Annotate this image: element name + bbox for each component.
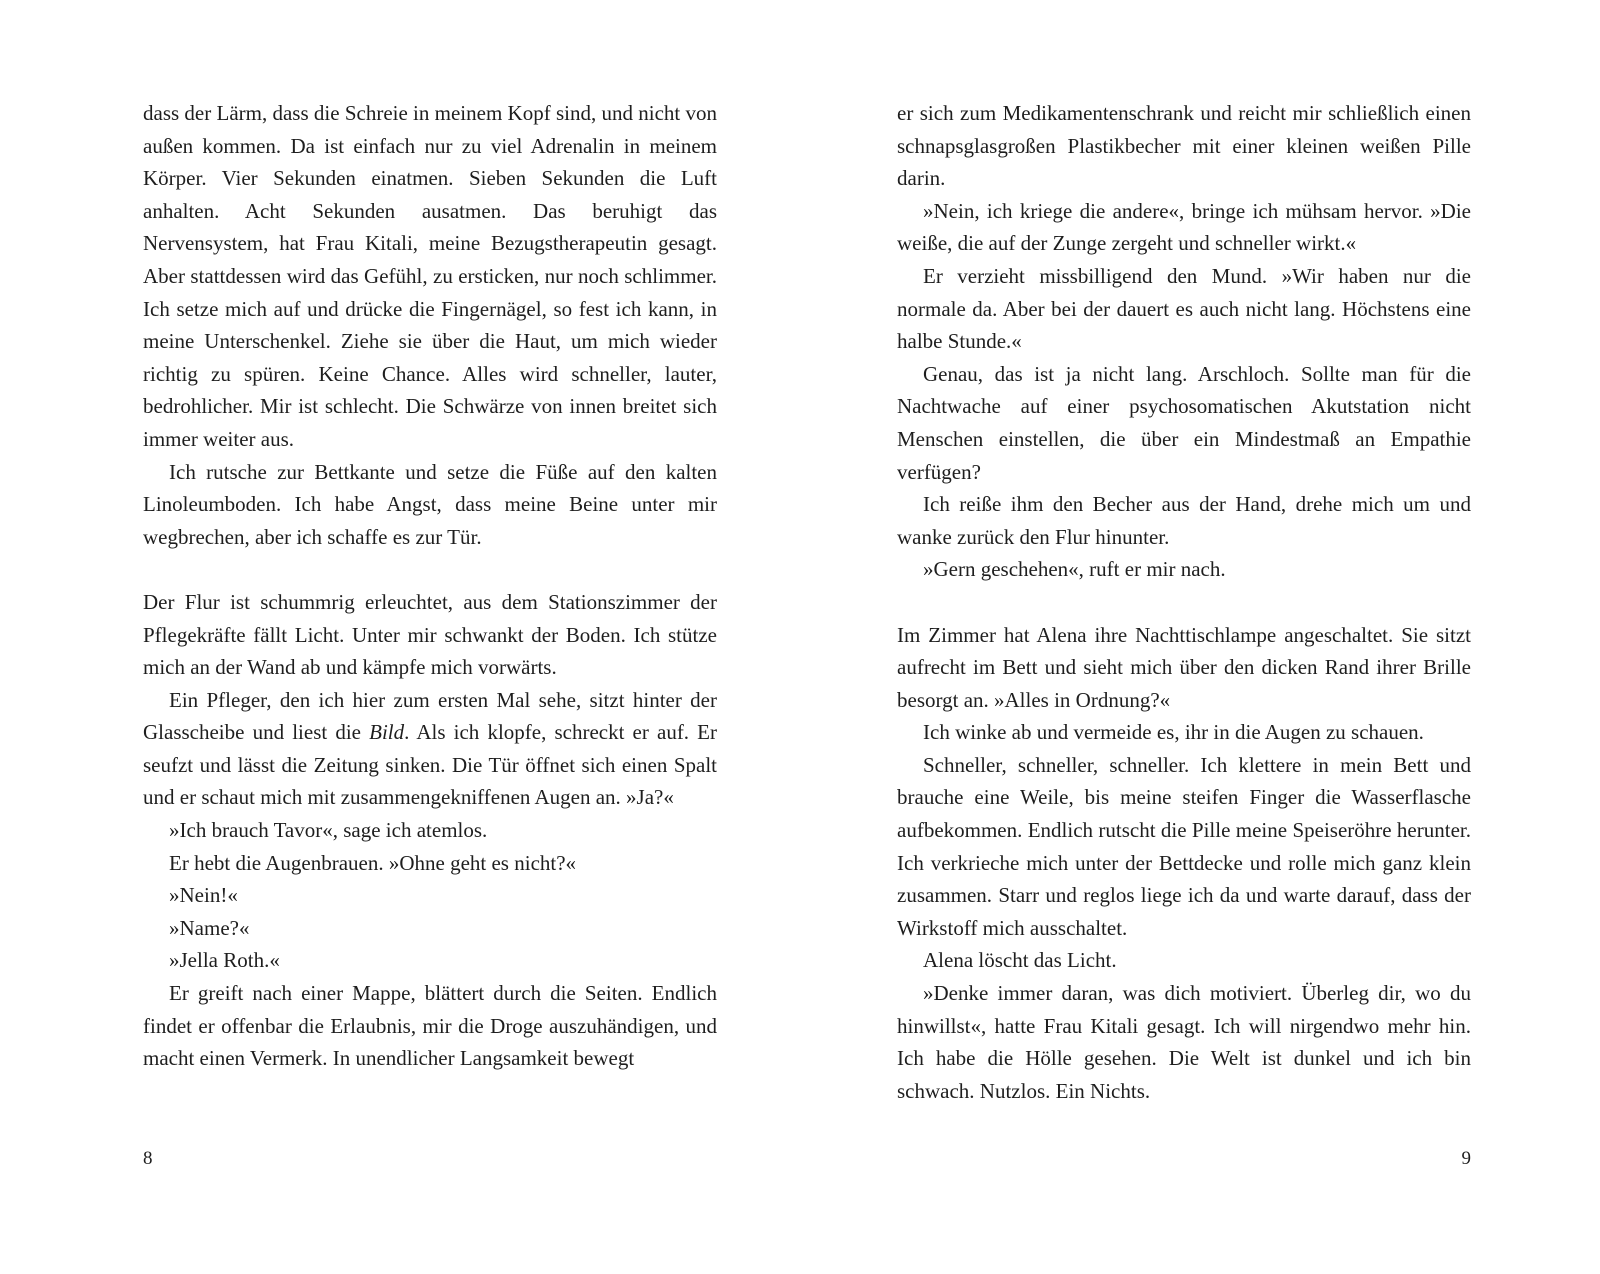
right-page-body: [897, 97, 1471, 1107]
paragraph: Ich rutsche zur Bettkante und setze die Füße auf den kalten Linoleumboden. Ich habe Angst, dass meine Beine unter mir wegbrechen, aber ich schaffe es zur Tür.: [143, 459, 717, 549]
paragraph: »Name?«: [169, 915, 250, 940]
paragraph: Ich reiße ihm den Becher aus der Hand, drehe mich um und wanke zurück den Flur hinunter.: [897, 492, 1471, 549]
left-page-body: [143, 97, 717, 1075]
paragraph: Er verzieht missbilligend den Mund. »Wir haben nur die normale da. Aber bei der dauert es auch nicht lang. Höchstens eine halbe Stunde.«: [897, 263, 1471, 354]
paragraph: Ich winke ab und vermeide es, ihr in die Augen zu schauen.: [923, 720, 1424, 745]
paragraph-text: Ein Pfleger, den ich hier zum ersten Mal sehe, sitzt hinter der Glasscheibe und liest die: [143, 687, 717, 745]
paragraph: Er hebt die Augenbrauen. »Ohne geht es nicht?«: [169, 850, 577, 875]
left-page-number: 8: [143, 1148, 153, 1169]
paragraph: »Nein!«: [169, 883, 238, 908]
paragraph: »Nein, ich kriege die andere«, bringe ich mühsam hervor. »Die weiße, die auf der Zunge zergeht und schneller wirkt.«: [897, 198, 1471, 256]
paragraph: Genau, das ist ja nicht lang. Arschloch. Sollte man für die Nachtwache auf einer psychosomatischen Akutstation nicht Menschen einstellen, die über ein Mindestmaß an Empathie verfügen?: [897, 361, 1471, 484]
paragraph: Schneller, schneller, schneller. Ich klettere in mein Bett und brauche eine Weile, bis meine steifen Finger die Wasserflasche aufbekommen. Endlich rutscht die Pille meine Speiseröhre herunter. Ich verkrieche mich unter der Bettdecke und rolle mich ganz klein zusammen. Starr und reglos liege ich da und warte darauf, dass der Wirkstoff mich ausschaltet.: [897, 752, 1471, 940]
paragraph: dass der Lärm, dass die Schreie in meinem Kopf sind, und nicht von außen kommen. Da ist einfach nur zu viel Adrenalin in meinem Körper. Vier Sekunden einatmen. Sieben Sekunden die Luft anhalten. Acht Sekunden ausatmen. Das beruhigt das Nervensystem, hat Frau Kitali, meine Bezugstherapeutin gesagt. Aber stattdessen wird das Gefühl, zu ersticken, nur noch schlimmer. Ich setze mich auf und drücke die Fingernägel, so fest ich kann, in meine Unterschenkel. Ziehe sie über die Haut, um mich wieder richtig zu spüren. Keine Chance. Alles wird schneller, lauter, bedrohlicher. Mir ist schlecht. Die Schwärze von innen breitet sich immer weiter aus.: [143, 101, 717, 451]
paragraph: Der Flur ist schummrig erleuchtet, aus dem Stationszimmer der Pflegekräfte fällt Licht. Unter mir schwankt der Boden. Ich stütze mich an der Wand ab und kämpfe mich vorwärts.: [143, 589, 717, 680]
paragraph: [143, 684, 717, 814]
paragraph: »Jella Roth.«: [169, 948, 280, 973]
paragraph: »Denke immer daran, was dich motiviert. Überleg dir, wo du hinwillst«, hatte Frau Kitali gesagt. Ich will nirgendwo mehr hin. Ich habe die Hölle gesehen. Die Welt ist dunkel und ich bin schwach. Nutzlos. Ein Nichts.: [897, 981, 1471, 1103]
paragraph: er sich zum Medikamentenschrank und reicht mir schließlich einen schnapsglasgroßen Plastikbecher mit einer kleinen weißen Pille darin.: [897, 101, 1471, 191]
paragraph: Er greift nach einer Mappe, blättert durch die Seiten. Endlich findet er offenbar die Erlaubnis, mir die Droge auszuhändigen, und macht einen Vermerk. In unendlicher Langsamkeit bewegt: [143, 981, 717, 1071]
paragraph: Im Zimmer hat Alena ihre Nachttischlampe angeschaltet. Sie sitzt aufrecht im Bett und sieht mich über den dicken Rand ihrer Brille besorgt an. »Alles in Ordnung?«: [897, 622, 1471, 712]
paragraph: »Gern geschehen«, ruft er mir nach.: [923, 557, 1226, 582]
right-page-number: 9: [1461, 1148, 1471, 1169]
paragraph-text: . Als ich klopfe, schreckt er auf. Er seufzt und lässt die Zeitung sinken. Die Tür öffnet sich einen Spalt und er schaut mich mit zusammengekniffenen Augen an. »Ja?«: [143, 720, 718, 810]
newspaper-title: Bild: [369, 720, 405, 745]
paragraph: »Ich brauch Tavor«, sage ich atemlos.: [169, 818, 488, 843]
paragraph: Alena löscht das Licht.: [923, 948, 1117, 973]
